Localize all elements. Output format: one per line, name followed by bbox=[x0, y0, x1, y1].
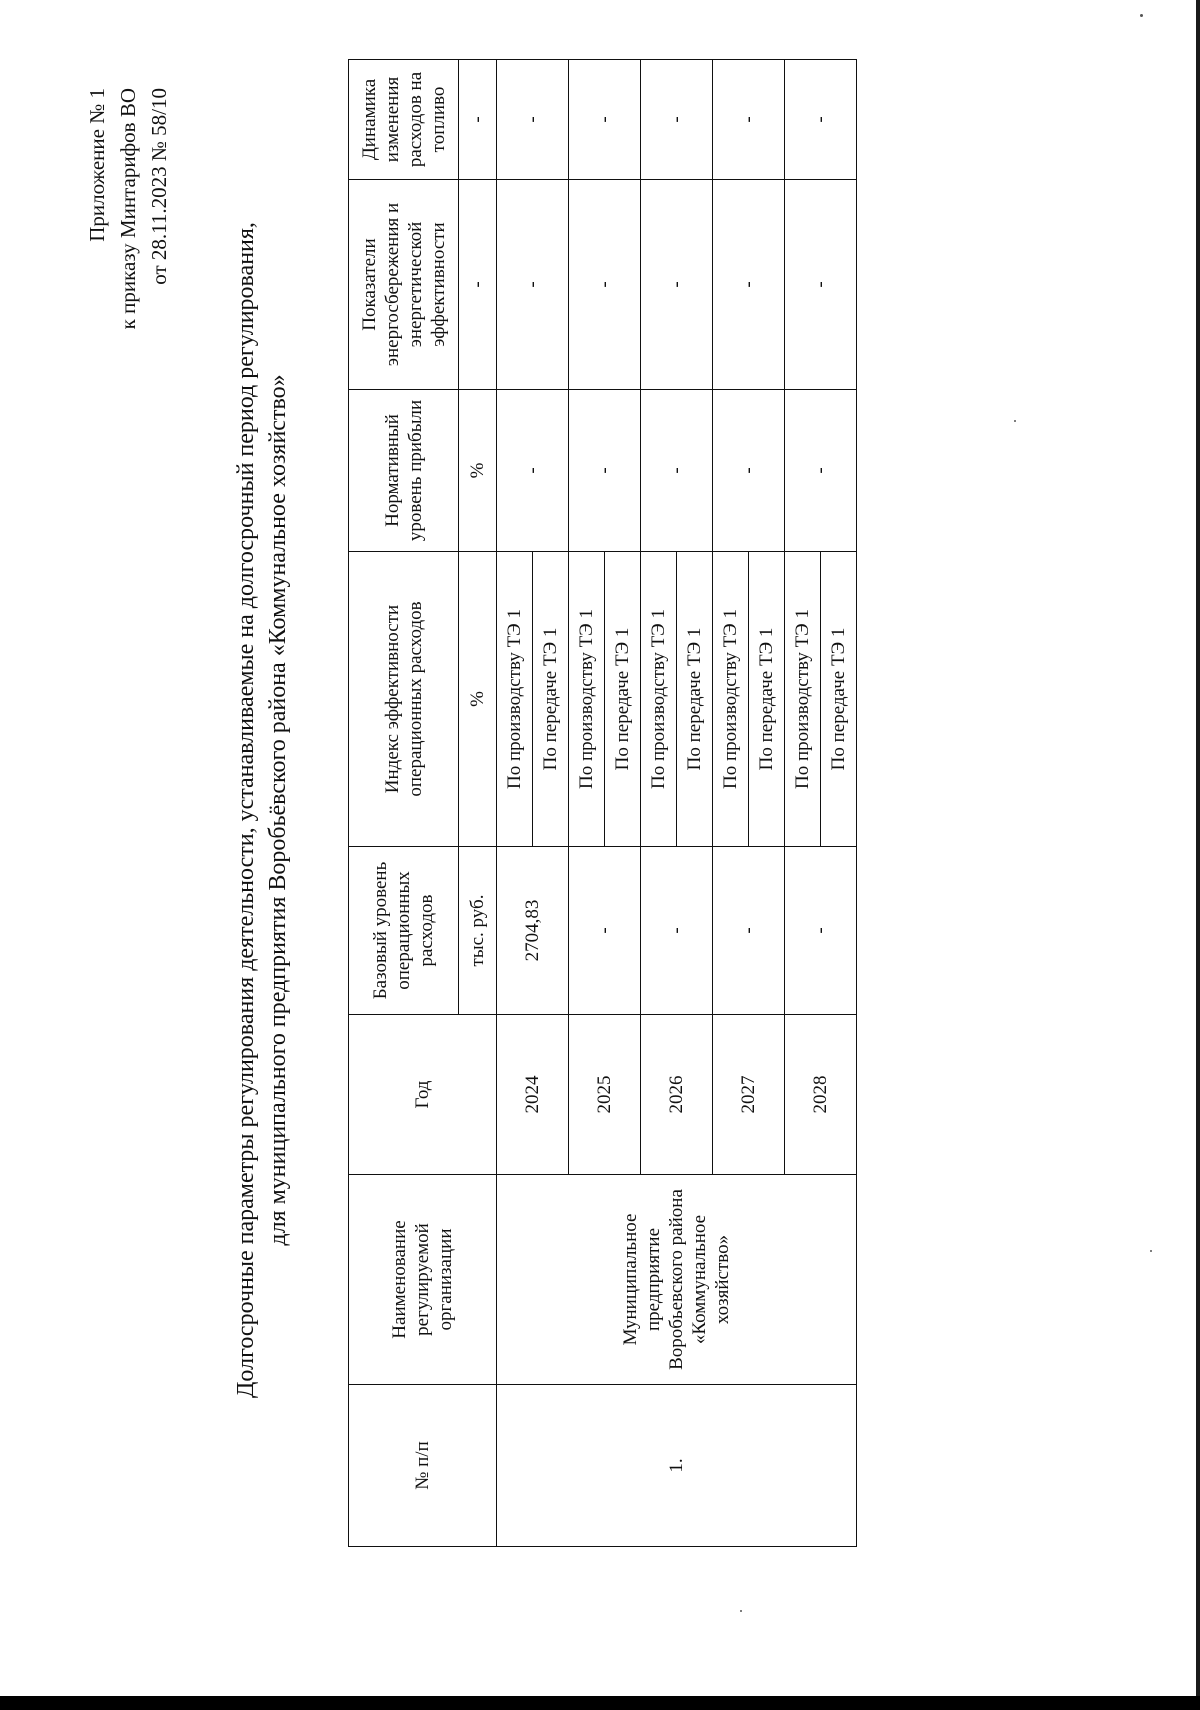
fuel-cell: - bbox=[569, 60, 641, 180]
header-profit: Нормативный уровень прибыли bbox=[349, 390, 459, 552]
header-row bbox=[349, 60, 459, 1547]
title-line-2: для муниципального предприятия Воробьёвского района «Коммунальное хозяйство» bbox=[265, 374, 291, 1246]
row-number: 1. bbox=[497, 1385, 857, 1547]
base-cell: - bbox=[569, 847, 641, 1015]
base-cell: - bbox=[713, 847, 785, 1015]
header-year: Год bbox=[349, 1015, 497, 1175]
year-cell: 2025 bbox=[569, 1015, 641, 1175]
energy-cell: - bbox=[569, 180, 641, 390]
header-index: Индекс эффективности операционных расходов bbox=[349, 552, 459, 847]
unit-profit: % bbox=[459, 390, 497, 552]
base-cell: 2704,83 bbox=[497, 847, 569, 1015]
energy-cell: - bbox=[641, 180, 713, 390]
index-production: По производству ТЭ 1 bbox=[569, 552, 605, 847]
index-transfer: По передаче ТЭ 1 bbox=[677, 552, 713, 847]
unit-index: % bbox=[459, 552, 497, 847]
unit-energy: - bbox=[459, 180, 497, 390]
profit-cell: - bbox=[497, 390, 569, 552]
index-production: По производству ТЭ 1 bbox=[713, 552, 749, 847]
header-energy: Показатели энергосбережения и энергетической эффективности bbox=[349, 180, 459, 390]
year-cell: 2028 bbox=[785, 1015, 857, 1175]
base-cell: - bbox=[641, 847, 713, 1015]
index-transfer: По передаче ТЭ 1 bbox=[821, 552, 857, 847]
title-line-1: Долгосрочные параметры регулирования деятельности, устанавливаемые на долгосрочный период регулирования, bbox=[233, 222, 259, 1398]
energy-cell: - bbox=[785, 180, 857, 390]
index-production: По производству ТЭ 1 bbox=[497, 552, 533, 847]
profit-cell: - bbox=[569, 390, 641, 552]
unit-fuel: - bbox=[459, 60, 497, 180]
fuel-cell: - bbox=[713, 60, 785, 180]
index-production: По производству ТЭ 1 bbox=[785, 552, 821, 847]
profit-cell: - bbox=[713, 390, 785, 552]
fuel-cell: - bbox=[497, 60, 569, 180]
appendix-block bbox=[82, 88, 175, 329]
header-org: Наименование регулируемой организации bbox=[349, 1175, 497, 1385]
year-cell: 2026 bbox=[641, 1015, 713, 1175]
energy-cell: - bbox=[497, 180, 569, 390]
appendix-date: от 28.11.2023 № 58/10 bbox=[147, 88, 171, 285]
index-production: По производству ТЭ 1 bbox=[641, 552, 677, 847]
parameters-table bbox=[348, 59, 857, 1547]
fuel-cell: - bbox=[641, 60, 713, 180]
index-transfer: По передаче ТЭ 1 bbox=[533, 552, 569, 847]
fuel-cell: - bbox=[785, 60, 857, 180]
header-num: № п/п bbox=[349, 1385, 497, 1547]
profit-cell: - bbox=[785, 390, 857, 552]
index-transfer: По передаче ТЭ 1 bbox=[605, 552, 641, 847]
year-cell: 2027 bbox=[713, 1015, 785, 1175]
appendix-number: Приложение № 1 bbox=[85, 88, 109, 242]
index-transfer: По передаче ТЭ 1 bbox=[749, 552, 785, 847]
document-title bbox=[230, 210, 294, 1410]
header-base: Базовый уровень операционных расходов bbox=[349, 847, 459, 1015]
header-fuel: Динамика изменения расходов на топливо bbox=[349, 60, 459, 180]
energy-cell: - bbox=[713, 180, 785, 390]
base-cell: - bbox=[785, 847, 857, 1015]
table-row bbox=[497, 60, 533, 1547]
appendix-order: к приказу Минтарифов ВО bbox=[116, 88, 140, 330]
org-name: Муниципальное предприятие Воробьевского района «Коммунальное хозяйство» bbox=[497, 1175, 857, 1385]
unit-base: тыс. руб. bbox=[459, 847, 497, 1015]
profit-cell: - bbox=[641, 390, 713, 552]
year-cell: 2024 bbox=[497, 1015, 569, 1175]
